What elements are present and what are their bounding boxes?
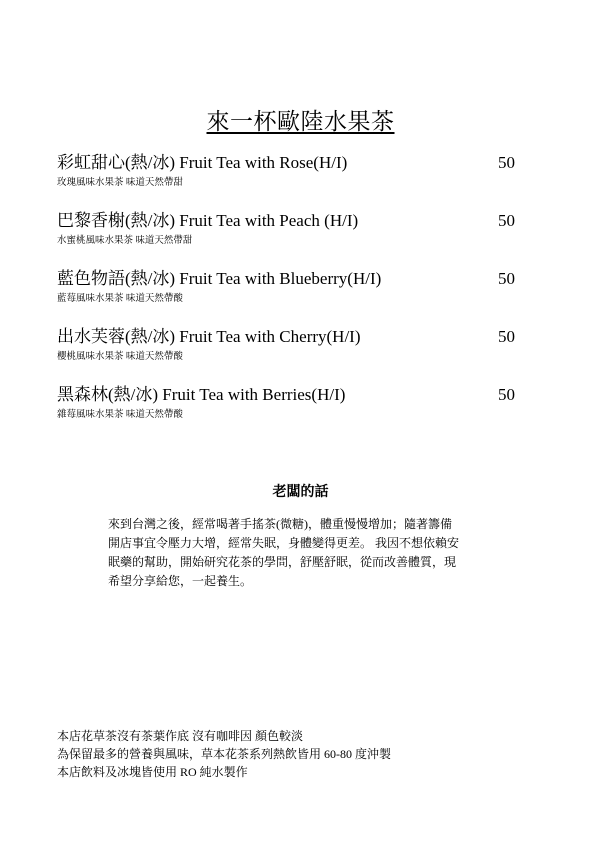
menu-item-rose: [57, 150, 517, 208]
owner-message-line: 希望分享給您，一起養生。: [108, 574, 253, 588]
item-price: 50: [498, 153, 515, 172]
menu-title: 來一杯歐陸水果茶: [206, 109, 395, 134]
owner-message-line: 眠藥的幫助，開始研究花茶的學問，舒壓舒眠，從而改善體質，現: [108, 555, 457, 569]
menu-item-cherry: [57, 324, 517, 382]
owner-message-line: 來到台灣之後，經常喝著手搖茶(微糖)，體重慢慢增加；隨著籌備: [108, 517, 452, 531]
item-description: 櫻桃風味水果茶 味道天然帶酸: [57, 352, 183, 362]
item-name: 彩虹甜心(熱/冰) Fruit Tea with Rose(H/I): [57, 153, 348, 172]
menu-item-peach: [57, 208, 517, 266]
item-price: 50: [498, 385, 515, 404]
item-price: 50: [498, 211, 515, 230]
store-note-line: 本店飲料及冰塊皆使用 RO 純水製作: [57, 765, 248, 779]
owner-message-text: [108, 515, 488, 591]
menu-item-blueberry: [57, 266, 517, 324]
owner-message-line: 開店事宜令壓力大增，經常失眠，身體變得更差。 我因不想依賴安: [108, 536, 460, 550]
item-description: 玫瑰風味水果茶 味道天然帶甜: [57, 178, 183, 188]
store-notes: [57, 727, 391, 781]
item-description: 水蜜桃風味水果茶 味道天然帶甜: [57, 236, 193, 246]
menu-item-berries: [57, 382, 517, 440]
owner-message-heading: 老闆的話: [272, 483, 329, 499]
item-name: 藍色物語(熱/冰) Fruit Tea with Blueberry(H/I): [57, 269, 382, 288]
item-name: 黑森林(熱/冰) Fruit Tea with Berries(H/I): [57, 385, 346, 404]
item-description: 雜莓風味水果茶 味道天然帶酸: [57, 410, 183, 420]
item-name: 出水芙蓉(熱/冰) Fruit Tea with Cherry(H/I): [57, 327, 361, 346]
item-price: 50: [498, 269, 515, 288]
store-note-line: 本店花草茶沒有茶葉作底 沒有咖啡因 顏色較淡: [57, 729, 304, 743]
item-name: 巴黎香榭(熱/冰) Fruit Tea with Peach (H/I): [57, 211, 359, 230]
item-price: 50: [498, 327, 515, 346]
item-description: 藍莓風味水果茶 味道天然帶酸: [57, 294, 183, 304]
fruit-tea-menu: [57, 150, 517, 440]
store-note-line: 為保留最多的營養與風味，草本花茶系列熱飲皆用 60-80 度沖製: [57, 747, 391, 761]
